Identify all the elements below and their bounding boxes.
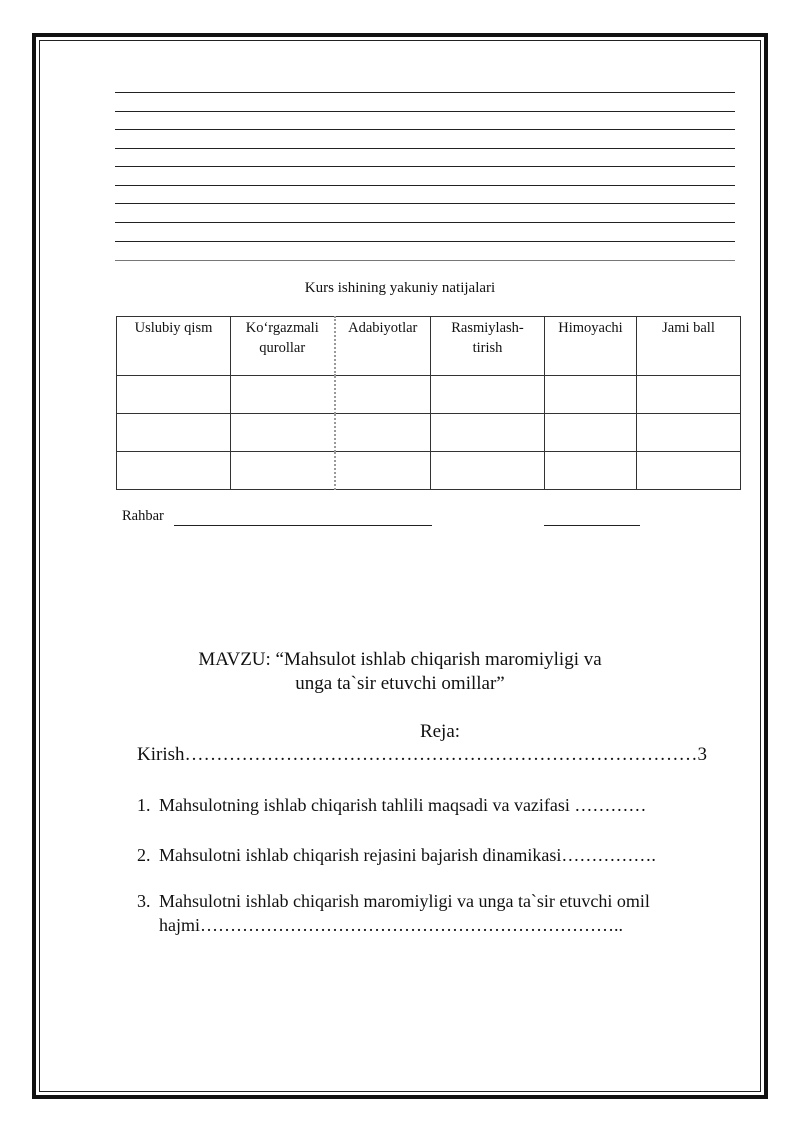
table-cell[interactable] — [117, 414, 231, 452]
table-title: Kurs ishining yakuniy natijalari — [304, 280, 496, 296]
plan-item-text: Mahsulotni ishlab chiqarish maromiyligi va unga ta`sir etuvchi omil — [159, 891, 650, 911]
writing-line — [115, 185, 735, 186]
topic-title-line2: unga ta`sir etuvchi omillar” — [295, 673, 505, 694]
table-cell[interactable] — [231, 376, 335, 414]
writing-line — [115, 241, 735, 242]
header-cell: Rasmiylash- tirish — [431, 317, 545, 376]
table-cell[interactable] — [637, 452, 741, 490]
plan-item-text: Mahsulotni ishlab chiqarish rejasini bajarish dinamikasi……………. — [159, 845, 656, 865]
writing-line — [115, 148, 735, 149]
plan-item-number: 3. — [137, 891, 151, 911]
writing-line — [115, 260, 735, 261]
table-cell[interactable] — [637, 376, 741, 414]
table-cell[interactable] — [431, 452, 545, 490]
plan-item-number: 1. — [137, 795, 151, 815]
table-cell[interactable] — [545, 452, 637, 490]
writing-line — [115, 129, 735, 130]
table-row — [117, 414, 741, 452]
table-cell[interactable] — [335, 414, 431, 452]
table-cell[interactable] — [431, 414, 545, 452]
table-cell[interactable] — [335, 452, 431, 490]
table-cell[interactable] — [545, 376, 637, 414]
results-table — [116, 316, 741, 490]
writing-line — [115, 203, 735, 204]
supervisor-label: Rahbar — [122, 508, 164, 524]
signature-line — [544, 525, 640, 526]
table-cell[interactable] — [231, 452, 335, 490]
supervisor-name-line — [174, 525, 432, 526]
header-cell: Jami ball — [637, 317, 741, 376]
table-row — [117, 376, 741, 414]
table-cell[interactable] — [335, 376, 431, 414]
writing-line — [115, 92, 735, 93]
writing-line — [115, 222, 735, 223]
table-cell[interactable] — [545, 414, 637, 452]
topic-title-line1: MAVZU: “Mahsulot ishlab chiqarish maromiyligi va — [198, 649, 602, 670]
plan-item-text-continued: hajmi…………………………………………………………….. — [159, 915, 623, 935]
header-cell: Uslubiy qism — [117, 317, 231, 376]
header-cell: Ko‘rgazmali qurollar — [231, 317, 335, 376]
table-cell[interactable] — [117, 376, 231, 414]
plan-item-number: 2. — [137, 845, 151, 865]
table-cell[interactable] — [431, 376, 545, 414]
table-header-row — [117, 317, 741, 376]
header-cell: Himoyachi — [545, 317, 637, 376]
plan-heading: Reja: — [419, 721, 461, 742]
table-cell[interactable] — [637, 414, 741, 452]
table-cell[interactable] — [117, 452, 231, 490]
table-row — [117, 452, 741, 490]
header-cell: Adabiyotlar — [335, 317, 431, 376]
writing-line — [115, 166, 735, 167]
plan-item-text: Mahsulotning ishlab chiqarish tahlili maqsadi va vazifasi ………… — [159, 795, 647, 815]
table-cell[interactable] — [231, 414, 335, 452]
intro-entry: Kirish………………………………………………………………………3 — [137, 744, 707, 765]
writing-line — [115, 111, 735, 112]
